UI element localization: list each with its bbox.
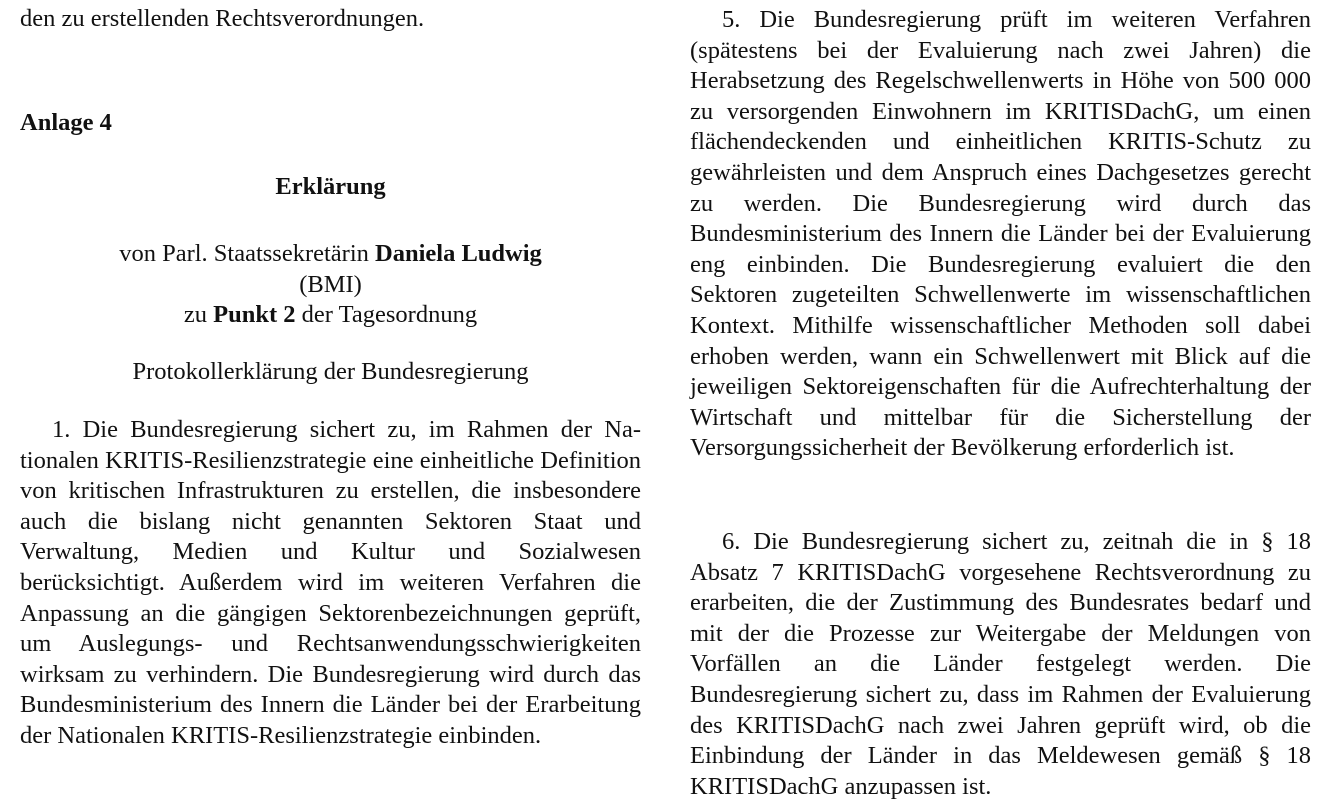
item-number: 5. [722, 6, 741, 33]
annex-label: Anlage 4 [20, 109, 112, 136]
item-text: Die Bundesregierung sichert zu, zeitnah die in § 18 Absatz 7 KRITISDachG vorgesehene Rechtsverordnung zu erarbeiten, die der Zustimmung des Bundesrates bedarf und mit der die Prozesse zur Weitergabe der Meldungen von Vorfällen an die Länder festgelegt werden. Die Bundesregierung sichert zu, dass im Rahmen der Evaluierung des KRITISDachG nach zwei Jahren geprüft wird, ob die Einbindung der Länder in das Meldewesen gemäß § 18 KRITISDachG anzupassen ist. [690, 528, 1311, 800]
agenda-line [20, 300, 641, 331]
statement-item-5 [690, 5, 1311, 464]
item-number: 6. [722, 528, 741, 555]
speaker-line [20, 239, 641, 270]
item-number: 1. [52, 416, 71, 443]
item-text: Die Bundesregierung prüft im weiteren Verfahren (spätestens bei der Evaluierung nach zwei Jahren) die Herabsetzung des Regelschwellenwerts in Höhe von 500 000 zu versorgenden Einwohnern im KRITISDachG, um einen flächendeckenden und einheitlichen KRITIS-Schutz zu gewährleisten und dem Anspruch eines Dachgesetzes gerecht zu werden. Die Bundesregierung wird durch das Bundesministerium des Innern die Länder bei der Evaluierung eng einbinden. Die Bundesregierung evaluiert die den Sektoren zugeteilten Schwellenwerte im wissenschaftlichen Kontext. Mithilfe wissenschaftlicher Methoden soll dabei erhoben werden, wann ein Schwellenwert mit Blick auf die jeweiligen Sektoreigenschaften für die Aufrechterhaltung der Wirtschaft und mittelbar für die Sicherstellung der Versorgungssicherheit der Bevölkerung erforderlich ist. [690, 6, 1311, 462]
protocol-subtitle: Protokollerklärung der Bundesregierung [132, 358, 529, 385]
left-column [20, 0, 642, 749]
statement-item-1 [20, 415, 641, 752]
agenda-prefix: zu [183, 301, 214, 329]
statement-title: Erklärung [275, 173, 386, 200]
speaker-ministry: (BMI) [299, 270, 362, 298]
item-text: Die Bundesregierung sichert zu, im Rahmen der Nationalen KRITIS-Resilienzstrategie eine einheitliche Definition von kritischen Infrastrukturen zu erstellen, die insbesondere auch die bislang nicht genannten Sektoren Staat und Verwaltung, Medien und Kultur und Sozialwesen berücksichtigt. Außerdem wird im weiteren Verfahren die Anpassung an die gängigen Sektorenbezeichnungen geprüft, um Auslegungs- und Rechtsanwendungsschwierigkeiten wirksam zu verhindern. Die Bundesregierung wird durch das Bundesministerium des Innern die Länder bei der Erarbeitung der Nationalen KRITIS-Resilienzstrategie einbinden. [20, 416, 642, 749]
speaker-name: Daniela Ludwig [375, 240, 542, 267]
continuation-line: den zu erstellenden Rechtsverordnungen. [20, 5, 425, 32]
speaker-block [20, 239, 641, 331]
agenda-suffix: der Tagesordnung [295, 301, 478, 329]
agenda-item: Punkt 2 [213, 301, 296, 329]
speaker-prefix: von Parl. Staatssekretärin [119, 240, 376, 267]
statement-item-6 [690, 527, 1311, 802]
